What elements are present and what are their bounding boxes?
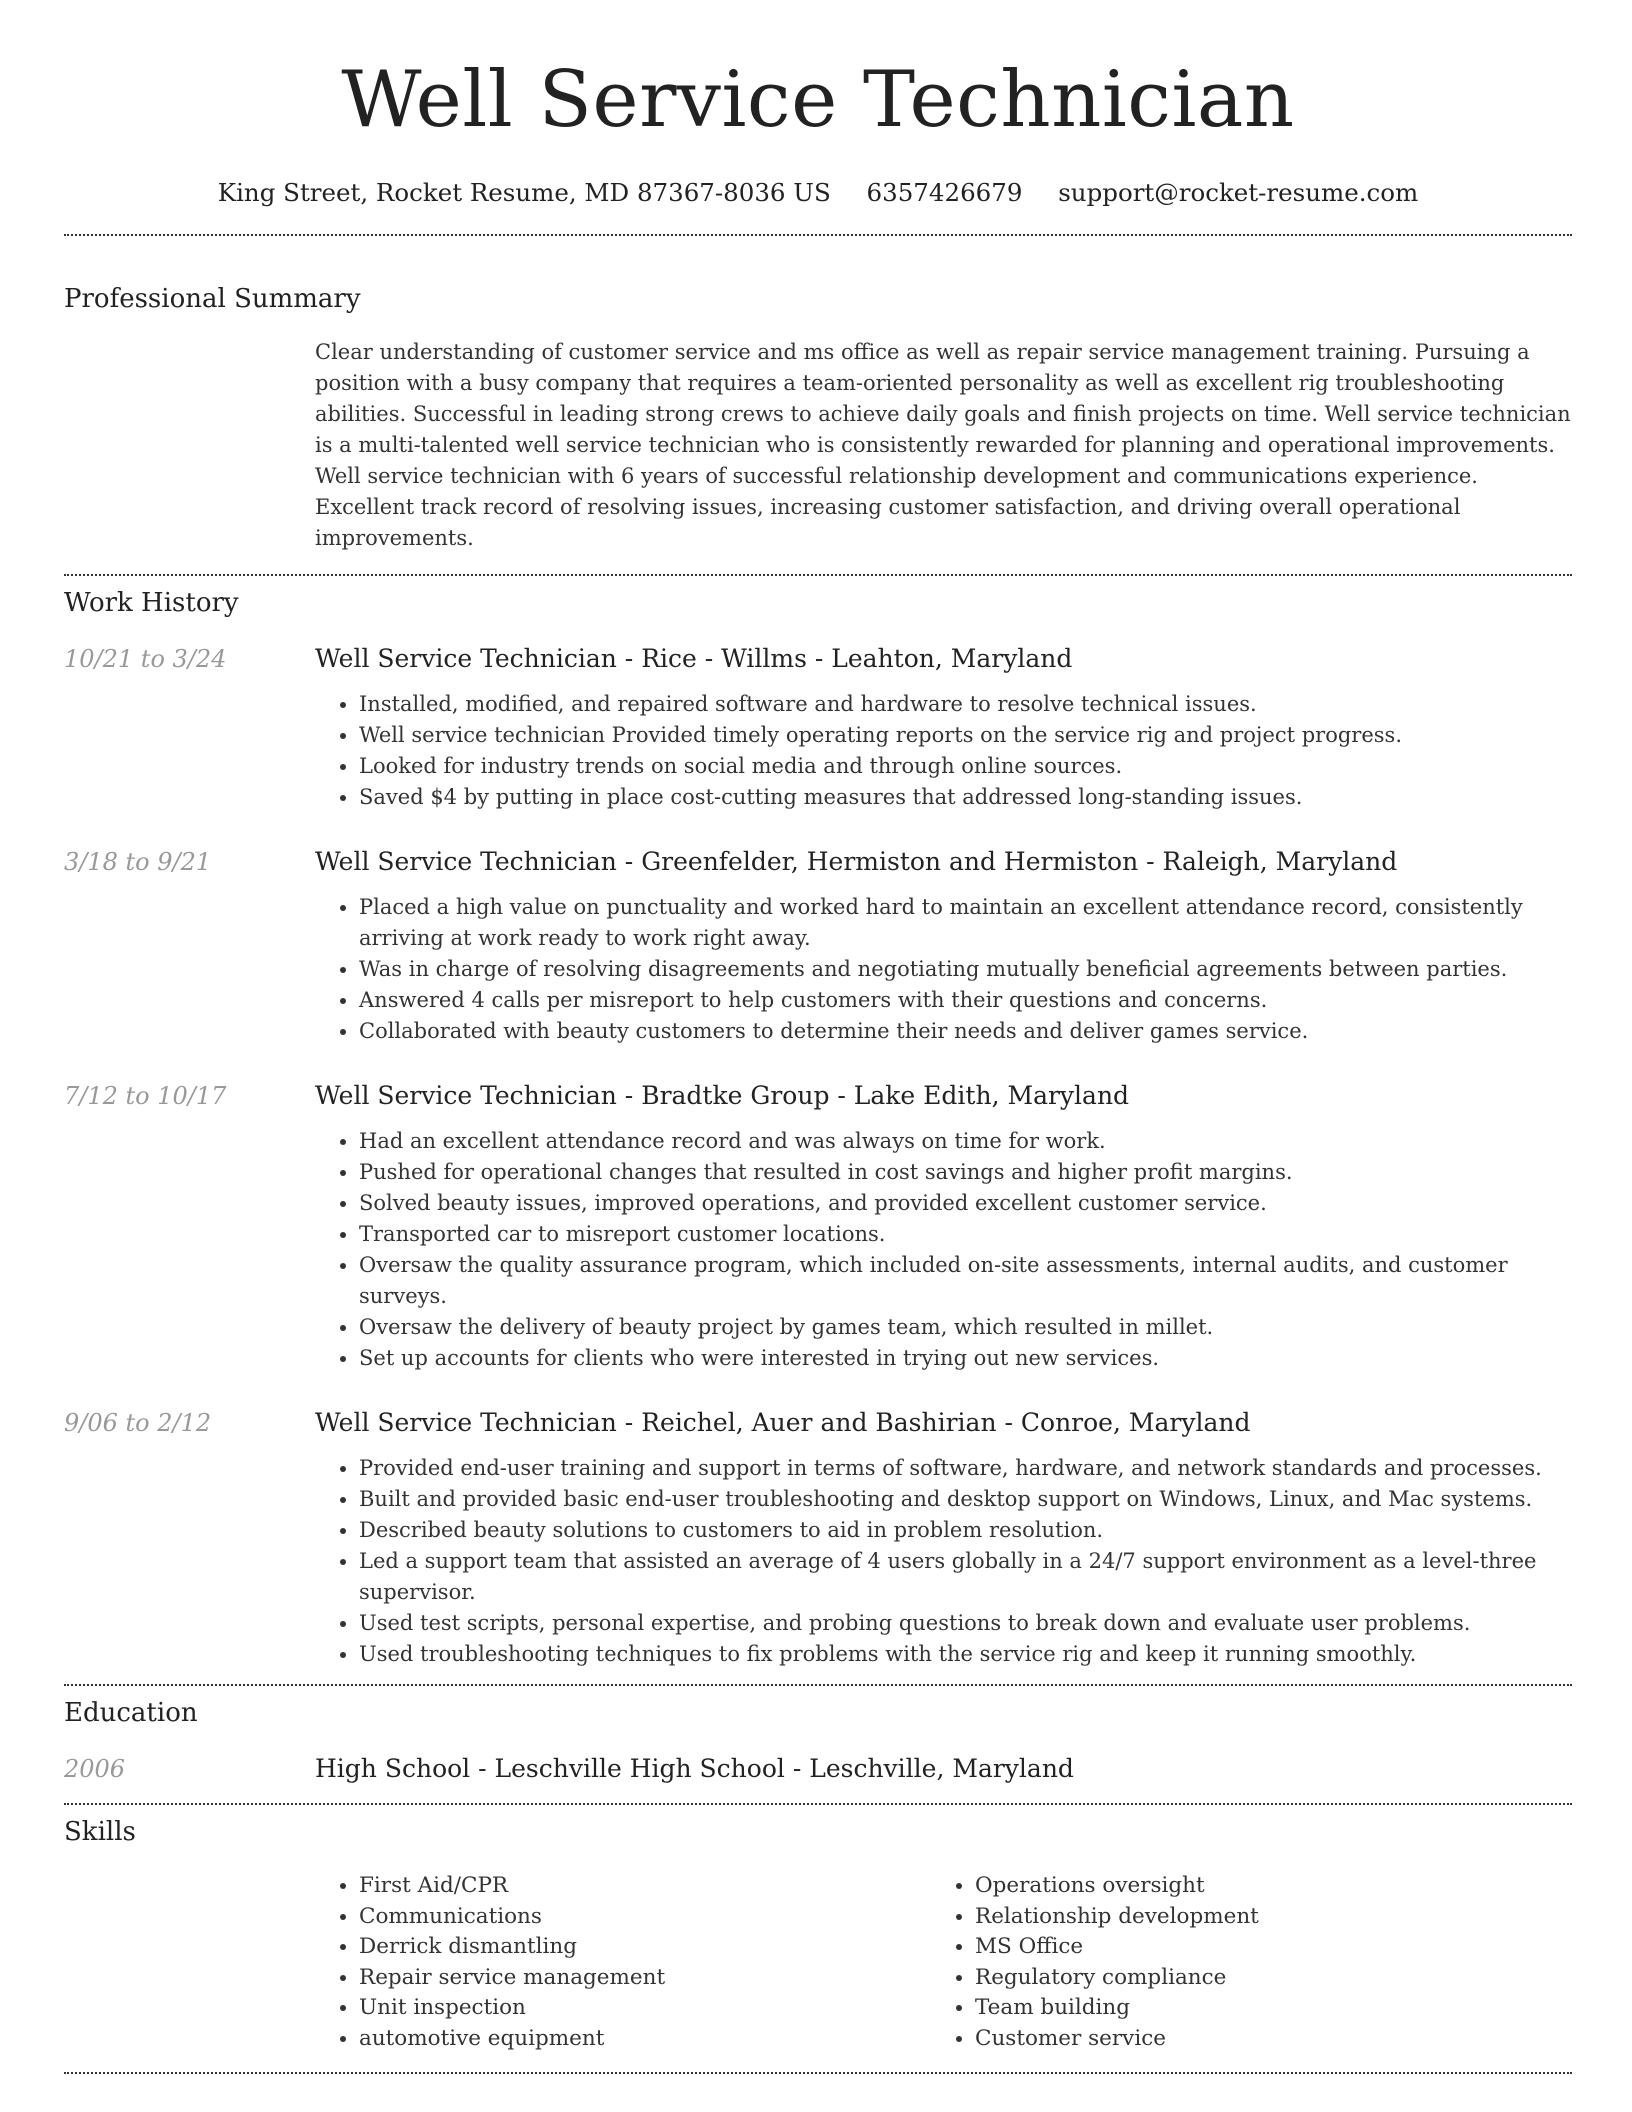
skill-item: • automotive equipment (359, 2024, 931, 2055)
divider-work (64, 1684, 1572, 1686)
divider-summary (64, 574, 1572, 576)
skills-heading: Skills (64, 1817, 136, 1847)
job-bullet: • Collaborated with beauty customers to determine their needs and deliver games service. (359, 1016, 1572, 1047)
job-body (315, 643, 1572, 813)
job-bullet: • Saved $4 by putting in place cost-cutting measures that addressed long-standing issues. (359, 782, 1572, 813)
job-entry (64, 1407, 1572, 1670)
summary-row (64, 337, 1572, 554)
job-dates: 10/21 to 3/24 (64, 645, 227, 673)
skills-left-spacer (64, 1871, 315, 2054)
education-heading: Education (64, 1698, 198, 1728)
job-dates: 3/18 to 9/21 (64, 848, 212, 876)
job-bullet: • Solved beauty issues, improved operations, and provided excellent customer service. (359, 1188, 1572, 1219)
summary-left-spacer (64, 337, 315, 554)
skills-column-left (315, 1871, 931, 2054)
job-bullet: • Placed a high value on punctuality and worked hard to maintain an excellent attendance record, consistently arriving at work ready to work right away. (359, 892, 1572, 954)
contact-line (64, 176, 1572, 210)
skill-item: • Customer service (975, 2024, 1547, 2055)
skills-row (64, 1871, 1572, 2054)
summary-text: Clear understanding of customer service and ms office as well as repair service management training. Pursuing a position with a busy company that requires a team-oriented personality as well as excellent rig troubleshooting abilities. Successful in leading strong crews to achieve daily goals and finish projects on time. Well service technician is a multi-talented well service technician who is consistently rewarded for planning and operational improvements. Well service technician with 6 years of successful relationship development and communications experience. Excellent track record of resolving issues, increasing customer satisfaction, and driving overall operational improvements. (315, 340, 1571, 550)
skill-item: • Relationship development (975, 1902, 1547, 1933)
skill-item: • Communications (359, 1902, 931, 1933)
job-dates: 9/06 to 2/12 (64, 1409, 212, 1437)
job-bullet: • Pushed for operational changes that resulted in cost savings and higher profit margins. (359, 1157, 1572, 1188)
summary-section (64, 282, 1572, 554)
job-bullet: • Answered 4 calls per misreport to help customers with their questions and concerns. (359, 985, 1572, 1016)
skill-item: • Unit inspection (359, 1993, 931, 2024)
job-bullets (315, 892, 1572, 1047)
resume-page (64, 0, 1572, 2074)
job-bullets (315, 1453, 1572, 1670)
divider-education (64, 1803, 1572, 1805)
job-bullet: • Set up accounts for clients who were interested in trying out new services. (359, 1343, 1572, 1374)
education-entry (64, 1753, 1572, 1785)
job-bullet: • Oversaw the delivery of beauty project by games team, which resulted in millet. (359, 1312, 1572, 1343)
job-dates: 7/12 to 10/17 (64, 1082, 227, 1110)
job-body (315, 846, 1572, 1047)
contact-phone: 6357426679 (866, 178, 1023, 207)
skills-list (931, 1871, 1547, 2054)
job-bullet: • Provided end-user training and support in terms of software, hardware, and network standards and processes. (359, 1453, 1572, 1484)
job-bullet: • Was in charge of resolving disagreements and negotiating mutually beneficial agreements between parties. (359, 954, 1572, 985)
job-heading: Well Service Technician - Bradtke Group - Lake Edith, Maryland (315, 1081, 1130, 1110)
job-entry (64, 1080, 1572, 1374)
job-heading: Well Service Technician - Greenfelder, Hermiston and Hermiston - Raleigh, Maryland (315, 847, 1398, 876)
education-section (64, 1696, 1572, 1785)
job-bullet: • Described beauty solutions to customers to aid in problem resolution. (359, 1515, 1572, 1546)
skill-item: • Derrick dismantling (359, 1932, 931, 1963)
summary-heading: Professional Summary (64, 284, 361, 314)
skills-list (315, 1871, 931, 2054)
job-bullet: • Had an excellent attendance record and was always on time for work. (359, 1126, 1572, 1157)
job-entry (64, 643, 1572, 813)
contact-email: support@rocket-resume.com (1058, 178, 1419, 207)
job-bullet: • Used test scripts, personal expertise, and probing questions to break down and evaluate user problems. (359, 1608, 1572, 1639)
job-bullets (315, 689, 1572, 813)
job-entry (64, 846, 1572, 1047)
skill-item: • Repair service management (359, 1963, 931, 1994)
education-body (315, 1753, 1572, 1785)
candidate-name: Well Service Technician (341, 55, 1295, 145)
job-bullet: • Installed, modified, and repaired software and hardware to resolve technical issues. (359, 689, 1572, 720)
job-body (315, 1080, 1572, 1374)
work-section (64, 586, 1572, 1670)
skills-columns (315, 1871, 1572, 2054)
job-bullet: • Oversaw the quality assurance program, which included on-site assessments, internal audits, and customer surveys. (359, 1250, 1572, 1312)
job-bullet: • Well service technician Provided timely operating reports on the service rig and project progress. (359, 720, 1572, 751)
skill-item: • Regulatory compliance (975, 1963, 1547, 1994)
education-title: High School - Leschville High School - Leschville, Maryland (315, 1754, 1074, 1783)
job-bullet: • Transported car to misreport customer locations. (359, 1219, 1572, 1250)
divider-skills (64, 2072, 1572, 2074)
divider-header (64, 234, 1572, 236)
job-bullet: • Led a support team that assisted an average of 4 users globally in a 24/7 support environment as a level-three supervisor. (359, 1546, 1572, 1608)
skills-section (64, 1815, 1572, 2054)
skill-item: • Operations oversight (975, 1871, 1547, 1902)
skill-item: • MS Office (975, 1932, 1547, 1963)
job-heading: Well Service Technician - Rice - Willms - Leahton, Maryland (315, 644, 1073, 673)
job-bullet: • Built and provided basic end-user troubleshooting and desktop support on Windows, Linux, and Mac systems. (359, 1484, 1572, 1515)
skill-item: • Team building (975, 1993, 1547, 2024)
skill-item: • First Aid/CPR (359, 1871, 931, 1902)
job-body (315, 1407, 1572, 1670)
skills-column-right (931, 1871, 1547, 2054)
job-bullet: • Used troubleshooting techniques to fix problems with the service rig and keep it running smoothly. (359, 1639, 1572, 1670)
work-heading: Work History (64, 588, 239, 618)
summary-body (315, 337, 1572, 554)
education-year: 2006 (64, 1755, 126, 1783)
job-bullet: • Looked for industry trends on social media and through online sources. (359, 751, 1572, 782)
job-bullets (315, 1126, 1572, 1374)
contact-address: King Street, Rocket Resume, MD 87367-8036 US (217, 178, 831, 207)
job-heading: Well Service Technician - Reichel, Auer and Bashirian - Conroe, Maryland (315, 1408, 1251, 1437)
